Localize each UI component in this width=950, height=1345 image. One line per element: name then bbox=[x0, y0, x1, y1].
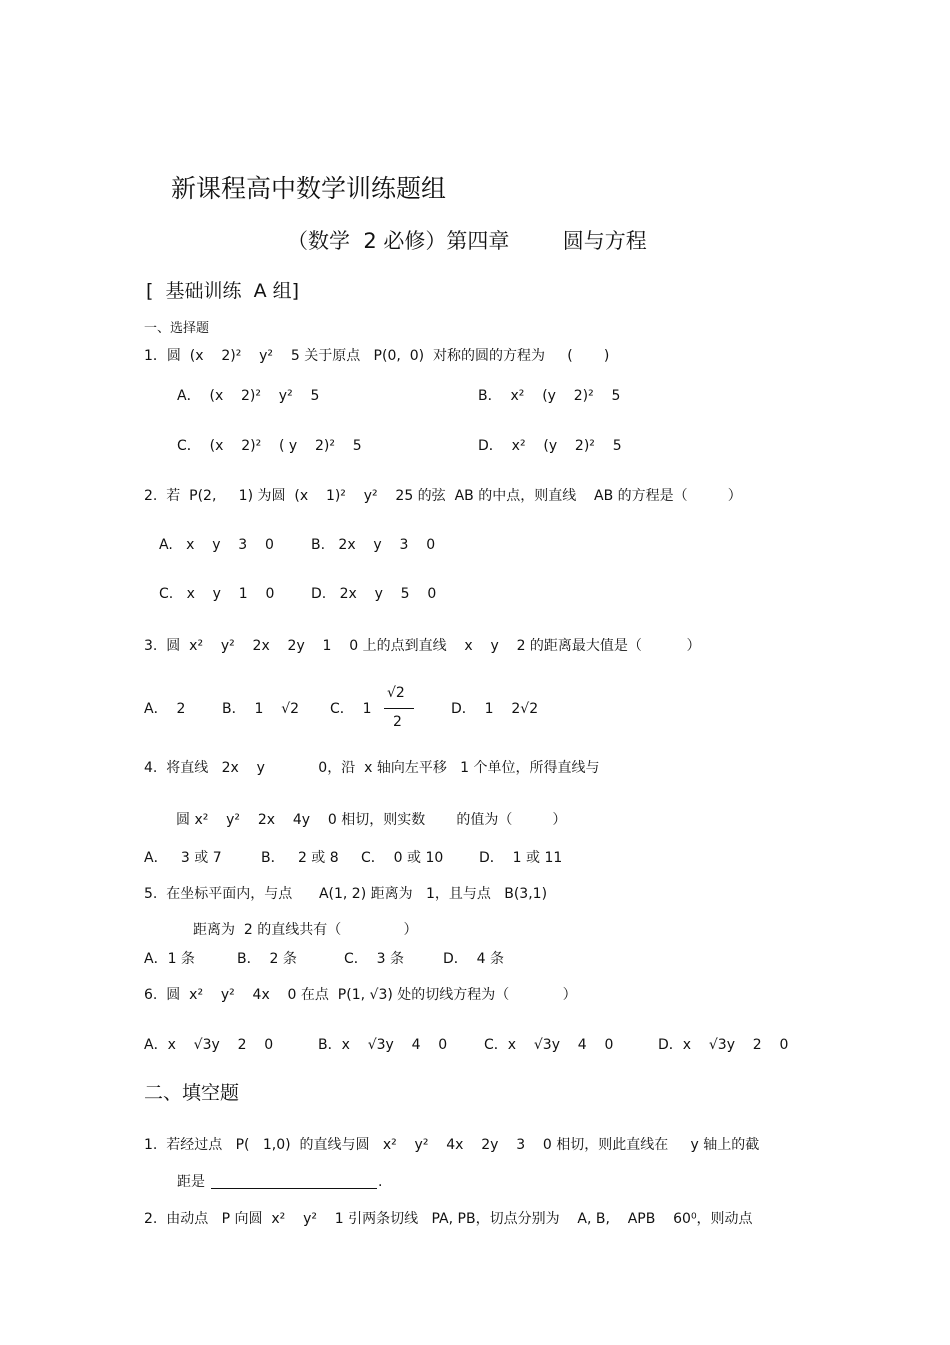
answer-blank bbox=[211, 1188, 377, 1189]
question-3-option-d: D． 1 2√2 bbox=[451, 701, 539, 717]
question-2-stem: 2. 若 P(2, 1) 为圆 (x 1)² y² 25 的弦 AB 的中点，则直线 AB 的方程是（ ） bbox=[144, 488, 742, 504]
page-title: 新课程高中数学训练题组 bbox=[171, 174, 447, 203]
section-heading-fill-in: 二、填空题 bbox=[144, 1082, 240, 1104]
group-heading: [ 基础训练 A 组] bbox=[146, 280, 300, 302]
question-4-option-a: A． 3 或 7 bbox=[144, 850, 222, 866]
question-1-option-c: C． (x 2)² ( y 2)² 5 bbox=[177, 438, 362, 454]
section-heading-choice: 一、选择题 bbox=[144, 321, 210, 336]
question-6-option-b: B．x √3y 4 0 bbox=[318, 1037, 448, 1053]
question-4-option-c: C． 0 或 10 bbox=[361, 850, 444, 866]
page-subtitle: （数学 2 必修）第四章 圆与方程 bbox=[287, 229, 647, 253]
question-6-option-c: C．x √3y 4 0 bbox=[484, 1037, 614, 1053]
question-3-option-b: B． 1 √2 bbox=[222, 701, 300, 717]
question-6-option-d: D．x √3y 2 0 bbox=[658, 1037, 789, 1053]
question-2-option-b: B. 2x y 3 0 bbox=[311, 537, 436, 553]
fill-question-1-line-1: 1. 若经过点 P( 1,0) 的直线与圆 x² y² 4x 2y 3 0 相切，则此直线在 y 轴上的截 bbox=[144, 1137, 760, 1153]
question-4-stem-line-2: 圆 x² y² 2x 4y 0 相切，则实数 的值为（ ） bbox=[176, 812, 567, 828]
question-3-option-a: A． 2 bbox=[144, 701, 186, 717]
question-4-option-d: D． 1 或 11 bbox=[479, 850, 563, 866]
question-6-stem: 6. 圆 x² y² 4x 0 在点 P(1, √3) 处的切线方程为（ ） bbox=[144, 987, 577, 1003]
fill-question-2-line-1: 2. 由动点 P 向圆 x² y² 1 引两条切线 PA, PB，切点分别为 A, B, APB 60⁰，则动点 bbox=[144, 1211, 753, 1227]
question-5-stem-line-2: 距离为 2 的直线共有（ ） bbox=[193, 922, 418, 938]
question-2-option-c: C. x y 1 0 bbox=[159, 586, 275, 602]
question-5-option-c: C． 3 条 bbox=[344, 951, 405, 967]
question-3-option-c-numerator: √2 bbox=[387, 685, 405, 701]
question-4-stem-line-1: 4. 将直线 2x y 0，沿 x 轴向左平移 1 个单位，所得直线与 bbox=[144, 760, 600, 776]
question-5-option-d: D． 4 条 bbox=[443, 951, 505, 967]
question-6-option-a: A．x √3y 2 0 bbox=[144, 1037, 274, 1053]
question-2-option-d: D. 2x y 5 0 bbox=[311, 586, 437, 602]
question-5-stem-line-1: 5. 在坐标平面内，与点 A(1, 2) 距离为 1，且与点 B(3,1) bbox=[144, 886, 548, 902]
fraction-bar bbox=[384, 708, 414, 709]
question-3-option-c-denominator: 2 bbox=[393, 714, 402, 730]
question-3-stem: 3. 圆 x² y² 2x 2y 1 0 上的点到直线 x y 2 的距离最大值是（ ） bbox=[144, 638, 701, 654]
question-1-option-a: A． (x 2)² y² 5 bbox=[177, 388, 320, 404]
question-5-option-a: A．1 条 bbox=[144, 951, 195, 967]
question-5-option-b: B． 2 条 bbox=[237, 951, 297, 967]
question-4-option-b: B． 2 或 8 bbox=[261, 850, 339, 866]
question-2-option-a: A. x y 3 0 bbox=[159, 537, 274, 553]
question-1-option-b: B． x² (y 2)² 5 bbox=[478, 388, 621, 404]
fill-question-1-line-2-suffix: . bbox=[378, 1174, 383, 1190]
fill-question-1-line-2-prefix: 距是 bbox=[177, 1174, 205, 1190]
question-3-option-c: C． 1 bbox=[330, 701, 372, 717]
question-1-option-d: D． x² (y 2)² 5 bbox=[478, 438, 622, 454]
question-1-stem: 1．圆 (x 2)² y² 5 关于原点 P(0, 0) 对称的圆的方程为 ( ) bbox=[144, 348, 610, 364]
